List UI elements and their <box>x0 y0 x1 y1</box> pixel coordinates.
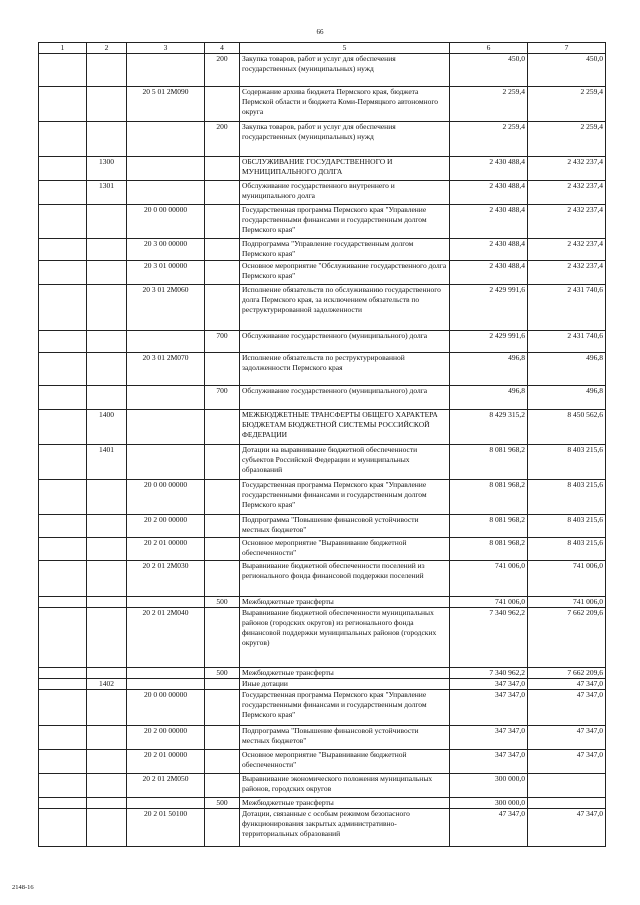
cell-expense-type: 700 <box>205 386 240 410</box>
table-row <box>39 87 606 122</box>
cell-name: Государственная программа Пермского края "Управление государственными финансами и государственным долгом Пермского края" <box>240 480 450 515</box>
cell-expense-type <box>205 239 240 261</box>
cell-amount-year2: 7 662 209,6 <box>528 608 606 668</box>
table-row <box>39 726 606 750</box>
cell-name: ОБСЛУЖИВАНИЕ ГОСУДАРСТВЕННОГО И МУНИЦИПАЛЬНОГО ДОЛГА <box>240 157 450 181</box>
table-row <box>39 668 606 679</box>
cell-expense-type <box>205 205 240 239</box>
cell-amount-year2: 47 347,0 <box>528 750 606 774</box>
cell-section <box>39 181 87 205</box>
cell-expense-type <box>205 261 240 285</box>
table-row <box>39 561 606 597</box>
cell-section <box>39 205 87 239</box>
cell-target-article <box>127 668 205 679</box>
cell-expense-type: 500 <box>205 798 240 809</box>
cell-expense-type: 500 <box>205 668 240 679</box>
cell-amount-year1: 300 000,0 <box>450 774 528 798</box>
cell-subsection <box>87 809 127 847</box>
table-header-row <box>39 43 606 54</box>
cell-expense-type <box>205 809 240 847</box>
table-row <box>39 679 606 690</box>
cell-expense-type <box>205 285 240 331</box>
cell-section <box>39 798 87 809</box>
cell-subsection <box>87 54 127 87</box>
cell-subsection <box>87 608 127 668</box>
table-row <box>39 410 606 445</box>
cell-amount-year2 <box>528 774 606 798</box>
cell-section <box>39 285 87 331</box>
cell-amount-year2: 8 403 215,6 <box>528 445 606 480</box>
cell-target-article <box>127 54 205 87</box>
cell-subsection <box>87 690 127 726</box>
cell-section <box>39 386 87 410</box>
table-row <box>39 122 606 157</box>
cell-amount-year2: 2 431 740,6 <box>528 331 606 353</box>
cell-target-article <box>127 798 205 809</box>
cell-name: Закупка товаров, работ и услуг для обеспечения государственных (муниципальных) нужд <box>240 54 450 87</box>
cell-amount-year2: 2 432 237,4 <box>528 205 606 239</box>
cell-amount-year2: 2 432 237,4 <box>528 261 606 285</box>
cell-amount-year1: 8 081 968,2 <box>450 445 528 480</box>
cell-amount-year1: 2 430 488,4 <box>450 261 528 285</box>
cell-expense-type <box>205 87 240 122</box>
cell-amount-year1: 2 430 488,4 <box>450 239 528 261</box>
cell-expense-type <box>205 726 240 750</box>
cell-expense-type <box>205 561 240 597</box>
cell-section <box>39 480 87 515</box>
cell-subsection <box>87 597 127 608</box>
cell-target-article <box>127 410 205 445</box>
cell-expense-type <box>205 774 240 798</box>
cell-amount-year1: 8 081 968,2 <box>450 515 528 538</box>
cell-target-article: 20 2 00 00000 <box>127 515 205 538</box>
table-row <box>39 285 606 331</box>
cell-subsection: 1400 <box>87 410 127 445</box>
table-row <box>39 608 606 668</box>
cell-section <box>39 690 87 726</box>
cell-amount-year1: 8 081 968,2 <box>450 480 528 515</box>
cell-amount-year2 <box>528 798 606 809</box>
cell-target-article: 20 0 00 00000 <box>127 205 205 239</box>
cell-section <box>39 331 87 353</box>
cell-target-article: 20 0 00 00000 <box>127 690 205 726</box>
cell-target-article <box>127 157 205 181</box>
cell-subsection <box>87 774 127 798</box>
cell-amount-year1: 347 347,0 <box>450 726 528 750</box>
cell-section <box>39 809 87 847</box>
cell-subsection <box>87 205 127 239</box>
cell-target-article: 20 3 01 00000 <box>127 261 205 285</box>
cell-amount-year1: 2 430 488,4 <box>450 157 528 181</box>
cell-subsection <box>87 668 127 679</box>
cell-amount-year2: 741 006,0 <box>528 561 606 597</box>
header-col-3: 3 <box>127 43 205 54</box>
cell-section <box>39 538 87 561</box>
cell-amount-year2: 2 432 237,4 <box>528 181 606 205</box>
cell-amount-year2: 8 403 215,6 <box>528 515 606 538</box>
cell-amount-year1: 2 429 991,6 <box>450 331 528 353</box>
cell-amount-year2: 47 347,0 <box>528 809 606 847</box>
cell-amount-year2: 496,8 <box>528 386 606 410</box>
cell-target-article: 20 0 00 00000 <box>127 480 205 515</box>
cell-amount-year1: 741 006,0 <box>450 561 528 597</box>
cell-section <box>39 54 87 87</box>
cell-expense-type <box>205 353 240 386</box>
cell-amount-year2: 47 347,0 <box>528 726 606 750</box>
cell-amount-year1: 7 340 962,2 <box>450 668 528 679</box>
cell-target-article: 20 3 01 2М070 <box>127 353 205 386</box>
cell-expense-type <box>205 480 240 515</box>
cell-name: Содержание архива бюджета Пермского края, бюджета Пермской области и бюджета Коми-Пермяцкого автономного округа <box>240 87 450 122</box>
cell-name: Межбюджетные трансферты <box>240 798 450 809</box>
cell-expense-type: 700 <box>205 331 240 353</box>
header-col-2: 2 <box>87 43 127 54</box>
cell-amount-year2: 450,0 <box>528 54 606 87</box>
cell-name: Основное мероприятие "Выравнивание бюджетной обеспеченности" <box>240 750 450 774</box>
cell-expense-type <box>205 538 240 561</box>
table-row <box>39 181 606 205</box>
cell-amount-year2: 7 662 209,6 <box>528 668 606 679</box>
cell-amount-year1: 450,0 <box>450 54 528 87</box>
cell-amount-year2: 2 259,4 <box>528 87 606 122</box>
table-row <box>39 750 606 774</box>
cell-subsection <box>87 386 127 410</box>
cell-target-article <box>127 386 205 410</box>
cell-subsection <box>87 726 127 750</box>
cell-amount-year2: 2 432 237,4 <box>528 157 606 181</box>
footer-code: 2148-16 <box>12 884 34 891</box>
cell-section <box>39 157 87 181</box>
cell-name: Иные дотации <box>240 679 450 690</box>
cell-amount-year1: 2 259,4 <box>450 122 528 157</box>
cell-expense-type <box>205 410 240 445</box>
cell-target-article <box>127 331 205 353</box>
cell-section <box>39 445 87 480</box>
cell-subsection: 1301 <box>87 181 127 205</box>
cell-name: Подпрограмма "Управление государственным долгом Пермского края" <box>240 239 450 261</box>
cell-target-article <box>127 181 205 205</box>
cell-expense-type <box>205 181 240 205</box>
cell-subsection <box>87 798 127 809</box>
cell-subsection: 1300 <box>87 157 127 181</box>
table-row <box>39 331 606 353</box>
table-row <box>39 690 606 726</box>
cell-name: Исполнение обязательств по обслуживанию государственного долга Пермского края, за исключением обязательств по реструктурированной задолженности <box>240 285 450 331</box>
cell-amount-year1: 2 430 488,4 <box>450 205 528 239</box>
cell-name: Дотации, связанные с особым режимом безопасного функционирования закрытых административно-территориальных образований <box>240 809 450 847</box>
cell-subsection <box>87 261 127 285</box>
cell-target-article: 20 2 01 2М030 <box>127 561 205 597</box>
cell-amount-year1: 741 006,0 <box>450 597 528 608</box>
cell-amount-year2: 8 403 215,6 <box>528 538 606 561</box>
table-row <box>39 515 606 538</box>
cell-subsection <box>87 122 127 157</box>
table-row <box>39 445 606 480</box>
cell-amount-year2: 496,8 <box>528 353 606 386</box>
cell-expense-type <box>205 750 240 774</box>
cell-subsection <box>87 538 127 561</box>
cell-section <box>39 597 87 608</box>
cell-amount-year1: 300 000,0 <box>450 798 528 809</box>
cell-amount-year1: 47 347,0 <box>450 809 528 847</box>
cell-amount-year1: 496,8 <box>450 353 528 386</box>
cell-subsection <box>87 750 127 774</box>
cell-name: Дотации на выравнивание бюджетной обеспеченности субъектов Российской Федерации и муниципальных образований <box>240 445 450 480</box>
budget-table <box>38 42 606 847</box>
header-col-4: 4 <box>205 43 240 54</box>
cell-section <box>39 515 87 538</box>
cell-amount-year2: 2 259,4 <box>528 122 606 157</box>
cell-name: Межбюджетные трансферты <box>240 597 450 608</box>
table-row <box>39 798 606 809</box>
cell-subsection <box>87 353 127 386</box>
cell-name: Основное мероприятие "Обслуживание государственного долга Пермского края" <box>240 261 450 285</box>
cell-subsection <box>87 331 127 353</box>
cell-amount-year2: 8 450 562,6 <box>528 410 606 445</box>
cell-target-article: 20 2 01 2М050 <box>127 774 205 798</box>
cell-section <box>39 726 87 750</box>
cell-subsection: 1402 <box>87 679 127 690</box>
cell-amount-year1: 496,8 <box>450 386 528 410</box>
cell-section <box>39 561 87 597</box>
cell-section <box>39 122 87 157</box>
cell-amount-year1: 347 347,0 <box>450 750 528 774</box>
cell-name: Обслуживание государственного (муниципального) долга <box>240 331 450 353</box>
cell-amount-year1: 347 347,0 <box>450 679 528 690</box>
cell-subsection <box>87 480 127 515</box>
cell-expense-type <box>205 679 240 690</box>
cell-target-article <box>127 445 205 480</box>
header-col-1: 1 <box>39 43 87 54</box>
cell-amount-year2: 47 347,0 <box>528 679 606 690</box>
cell-expense-type <box>205 515 240 538</box>
table-row <box>39 239 606 261</box>
table-row <box>39 157 606 181</box>
cell-target-article: 20 5 01 2М090 <box>127 87 205 122</box>
cell-target-article: 20 2 01 00000 <box>127 750 205 774</box>
cell-name: Выравнивание экономического положения муниципальных районов, городских округов <box>240 774 450 798</box>
cell-subsection: 1401 <box>87 445 127 480</box>
cell-name: МЕЖБЮДЖЕТНЫЕ ТРАНСФЕРТЫ ОБЩЕГО ХАРАКТЕРА БЮДЖЕТАМ БЮДЖЕТНОЙ СИСТЕМЫ РОССИЙСКОЙ ФЕДЕРАЦИИ <box>240 410 450 445</box>
cell-amount-year1: 7 340 962,2 <box>450 608 528 668</box>
cell-target-article: 20 2 00 00000 <box>127 726 205 750</box>
table-row <box>39 386 606 410</box>
cell-subsection <box>87 561 127 597</box>
cell-section <box>39 239 87 261</box>
cell-amount-year1: 8 081 968,2 <box>450 538 528 561</box>
table-row <box>39 538 606 561</box>
cell-section <box>39 410 87 445</box>
cell-name: Основное мероприятие "Выравнивание бюджетной обеспеченности" <box>240 538 450 561</box>
cell-name: Государственная программа Пермского края "Управление государственными финансами и государственным долгом Пермского края" <box>240 205 450 239</box>
cell-section <box>39 750 87 774</box>
header-col-5: 5 <box>240 43 450 54</box>
cell-target-article: 20 2 01 50100 <box>127 809 205 847</box>
cell-name: Межбюджетные трансферты <box>240 668 450 679</box>
cell-subsection <box>87 239 127 261</box>
cell-section <box>39 679 87 690</box>
cell-expense-type: 200 <box>205 122 240 157</box>
page-number: 66 <box>316 28 324 36</box>
cell-amount-year1: 2 430 488,4 <box>450 181 528 205</box>
cell-target-article: 20 3 00 00000 <box>127 239 205 261</box>
cell-expense-type <box>205 157 240 181</box>
cell-amount-year2: 741 006,0 <box>528 597 606 608</box>
cell-target-article <box>127 122 205 157</box>
table-row <box>39 480 606 515</box>
cell-amount-year1: 2 259,4 <box>450 87 528 122</box>
cell-name: Исполнение обязательств по реструктурированной задолженности Пермского края <box>240 353 450 386</box>
cell-section <box>39 353 87 386</box>
table-row <box>39 353 606 386</box>
header-col-7: 7 <box>528 43 606 54</box>
cell-amount-year1: 2 429 991,6 <box>450 285 528 331</box>
cell-target-article: 20 3 01 2М060 <box>127 285 205 331</box>
cell-section <box>39 608 87 668</box>
cell-name: Выравнивание бюджетной обеспеченности муниципальных районов (городских округов) из регионального фонда финансовой поддержки муниципальных районов (городских округов) <box>240 608 450 668</box>
cell-amount-year2: 2 431 740,6 <box>528 285 606 331</box>
cell-target-article: 20 2 01 2М040 <box>127 608 205 668</box>
cell-name: Выравнивание бюджетной обеспеченности поселений из регионального фонда финансовой поддержки поселений <box>240 561 450 597</box>
table-row <box>39 774 606 798</box>
cell-expense-type <box>205 690 240 726</box>
cell-expense-type: 200 <box>205 54 240 87</box>
cell-expense-type: 500 <box>205 597 240 608</box>
cell-target-article <box>127 597 205 608</box>
cell-amount-year1: 8 429 315,2 <box>450 410 528 445</box>
cell-section <box>39 261 87 285</box>
table-row <box>39 54 606 87</box>
cell-section <box>39 774 87 798</box>
cell-name: Государственная программа Пермского края "Управление государственными финансами и государственным долгом Пермского края" <box>240 690 450 726</box>
cell-subsection <box>87 87 127 122</box>
cell-amount-year2: 8 403 215,6 <box>528 480 606 515</box>
cell-target-article <box>127 679 205 690</box>
cell-subsection <box>87 285 127 331</box>
cell-section <box>39 87 87 122</box>
cell-name: Обслуживание государственного (муниципального) долга <box>240 386 450 410</box>
table-row <box>39 205 606 239</box>
cell-amount-year1: 347 347,0 <box>450 690 528 726</box>
table-row <box>39 597 606 608</box>
cell-name: Подпрограмма "Повышение финансовой устойчивости местных бюджетов" <box>240 515 450 538</box>
cell-amount-year2: 47 347,0 <box>528 690 606 726</box>
cell-name: Обслуживание государственного внутреннего и муниципального долга <box>240 181 450 205</box>
table-row <box>39 261 606 285</box>
cell-expense-type <box>205 608 240 668</box>
cell-subsection <box>87 515 127 538</box>
cell-name: Закупка товаров, работ и услуг для обеспечения государственных (муниципальных) нужд <box>240 122 450 157</box>
cell-amount-year2: 2 432 237,4 <box>528 239 606 261</box>
header-col-6: 6 <box>450 43 528 54</box>
cell-section <box>39 668 87 679</box>
cell-name: Подпрограмма "Повышение финансовой устойчивости местных бюджетов" <box>240 726 450 750</box>
cell-target-article: 20 2 01 00000 <box>127 538 205 561</box>
cell-expense-type <box>205 445 240 480</box>
table-row <box>39 809 606 847</box>
